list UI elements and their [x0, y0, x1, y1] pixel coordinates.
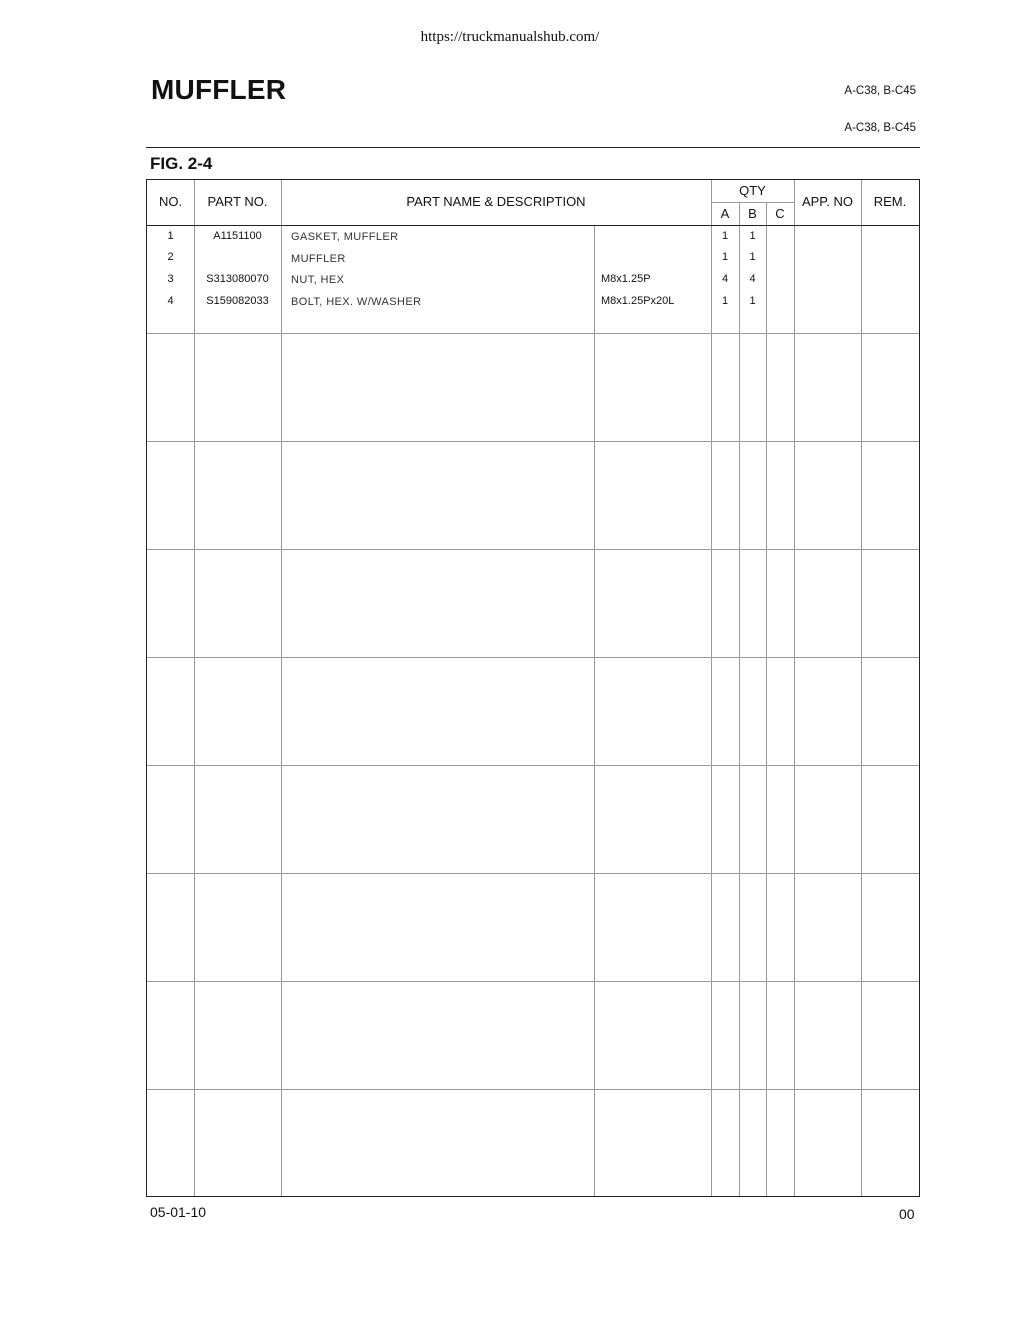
parts-table [146, 179, 920, 1197]
row-no: 1 [167, 230, 174, 242]
row-group-line [147, 549, 919, 550]
header-qty-c: C [775, 206, 785, 221]
col-divider [739, 202, 740, 1196]
header-rem: REM. [873, 194, 907, 209]
header-app-no: APP. NO [801, 194, 854, 209]
row-part-name: NUT, HEX [291, 274, 345, 286]
row-qty-a: 1 [721, 230, 729, 242]
header-bottom-line [147, 225, 919, 226]
qty-subheader-line [711, 202, 794, 203]
row-qty-a: 1 [721, 295, 729, 307]
header-rule [146, 147, 920, 148]
row-part-no: S159082033 [206, 295, 269, 307]
model-code-bottom: A-C38, B-C45 [844, 122, 916, 134]
row-no: 4 [167, 295, 174, 307]
row-qty-b: 1 [749, 295, 756, 307]
row-part-no: A1151100 [213, 230, 262, 242]
row-part-name: GASKET, MUFFLER [291, 231, 399, 243]
row-group-line [147, 333, 919, 334]
header-qty: QTY [739, 183, 766, 198]
row-group-line [147, 981, 919, 982]
header-part-name: PART NAME & DESCRIPTION [406, 194, 586, 209]
row-qty-b: 4 [749, 273, 756, 285]
footer-page-number: 00 [899, 1206, 915, 1222]
row-no: 2 [167, 251, 174, 263]
row-part-name: BOLT, HEX. W/WASHER [291, 296, 422, 308]
figure-number: FIG. 2-4 [150, 154, 213, 173]
model-code-top: A-C38, B-C45 [844, 85, 916, 97]
row-group-line [147, 441, 919, 442]
header-qty-a: A [720, 206, 730, 221]
row-qty-b: 1 [749, 230, 756, 242]
row-qty-b: 1 [749, 251, 756, 263]
header-part-no: PART NO. [207, 194, 268, 209]
col-divider [766, 202, 767, 1196]
source-url[interactable]: https://truckmanualshub.com/ [420, 29, 600, 45]
row-group-line [147, 873, 919, 874]
row-qty-a: 1 [721, 251, 729, 263]
row-no: 3 [167, 273, 174, 285]
row-part-no: S313080070 [206, 273, 269, 285]
footer-date: 05-01-10 [150, 1204, 207, 1220]
col-divider [594, 226, 595, 1196]
header-no: NO. [158, 194, 183, 209]
row-spec: M8x1.25Px20L [601, 295, 675, 307]
row-qty-a: 4 [721, 273, 729, 285]
row-spec: M8x1.25P [601, 273, 651, 285]
row-group-line [147, 657, 919, 658]
row-group-line [147, 765, 919, 766]
header-qty-b: B [748, 206, 757, 221]
row-part-name: MUFFLER [291, 253, 346, 265]
page-title: MUFFLER [151, 74, 287, 105]
row-group-line [147, 1089, 919, 1090]
